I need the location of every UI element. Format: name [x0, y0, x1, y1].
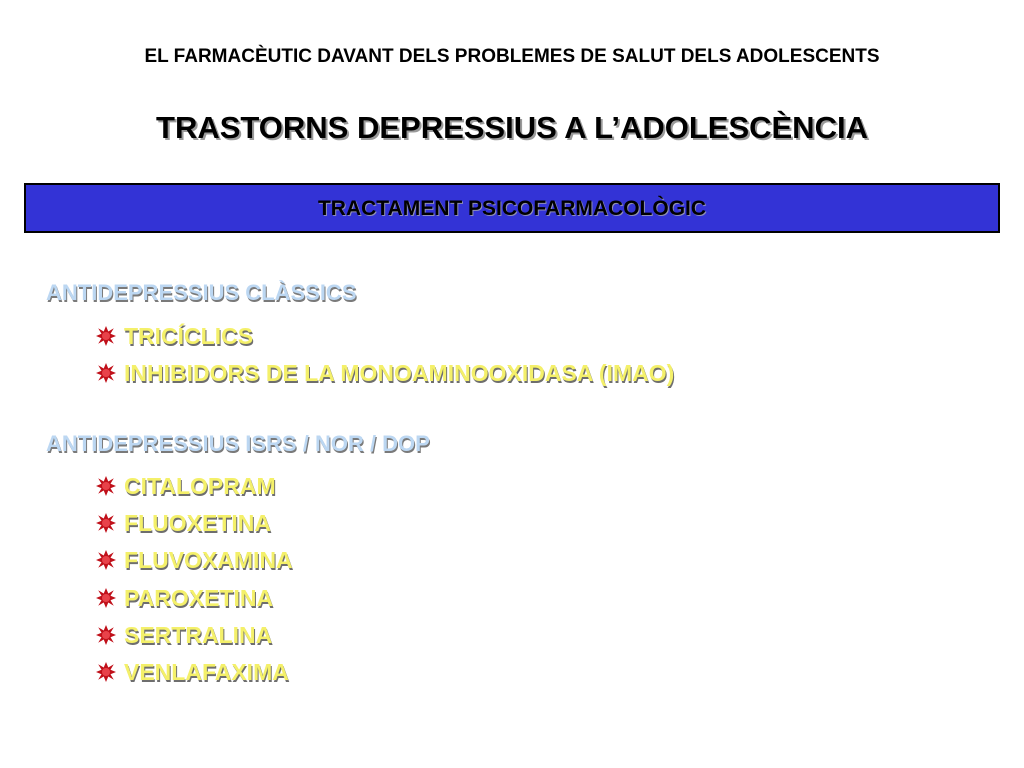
red-starburst-bullet-icon — [96, 513, 116, 533]
red-starburst-bullet-icon — [96, 363, 116, 383]
red-starburst-bullet-icon — [96, 588, 116, 608]
list-item-label: SERTRALINA — [124, 621, 273, 648]
list-item — [96, 358, 674, 388]
list-item-label: FLUOXETINA — [124, 509, 271, 536]
list-item — [96, 583, 273, 613]
group-heading-classic: ANTIDEPRESSIUS CLÀSSICS — [46, 280, 357, 305]
slide-title: TRASTORNS DEPRESSIUS A L’ADOLESCÈNCIA — [156, 110, 868, 145]
slide-subtitle: EL FARMACÈUTIC DAVANT DELS PROBLEMES DE SALUT DELS ADOLESCENTS — [144, 46, 880, 67]
list-item — [96, 545, 293, 575]
list-item — [96, 471, 276, 501]
list-item — [96, 657, 289, 687]
red-starburst-bullet-icon — [96, 326, 116, 346]
list-item — [96, 508, 271, 538]
list-item — [96, 620, 272, 650]
list-item — [96, 321, 253, 351]
list-item-label: INHIBIDORS DE LA MONOAMINOOXIDASA (IMAO) — [124, 359, 675, 386]
list-item-label: VENLAFAXIMA — [124, 658, 289, 685]
list-item-label: PAROXETINA — [124, 584, 274, 611]
red-starburst-bullet-icon — [96, 550, 116, 570]
red-starburst-bullet-icon — [96, 662, 116, 682]
group-heading-isrs: ANTIDEPRESSIUS ISRS / NOR / DOP — [46, 431, 430, 456]
section-banner — [24, 183, 1000, 233]
list-item-label: CITALOPRAM — [124, 472, 276, 499]
list-item-label: FLUVOXAMINA — [124, 546, 293, 573]
red-starburst-bullet-icon — [96, 625, 116, 645]
section-banner-label: TRACTAMENT PSICOFARMACOLÒGIC — [317, 197, 707, 220]
red-starburst-bullet-icon — [96, 476, 116, 496]
list-item-label: TRICÍCLICS — [124, 322, 254, 349]
